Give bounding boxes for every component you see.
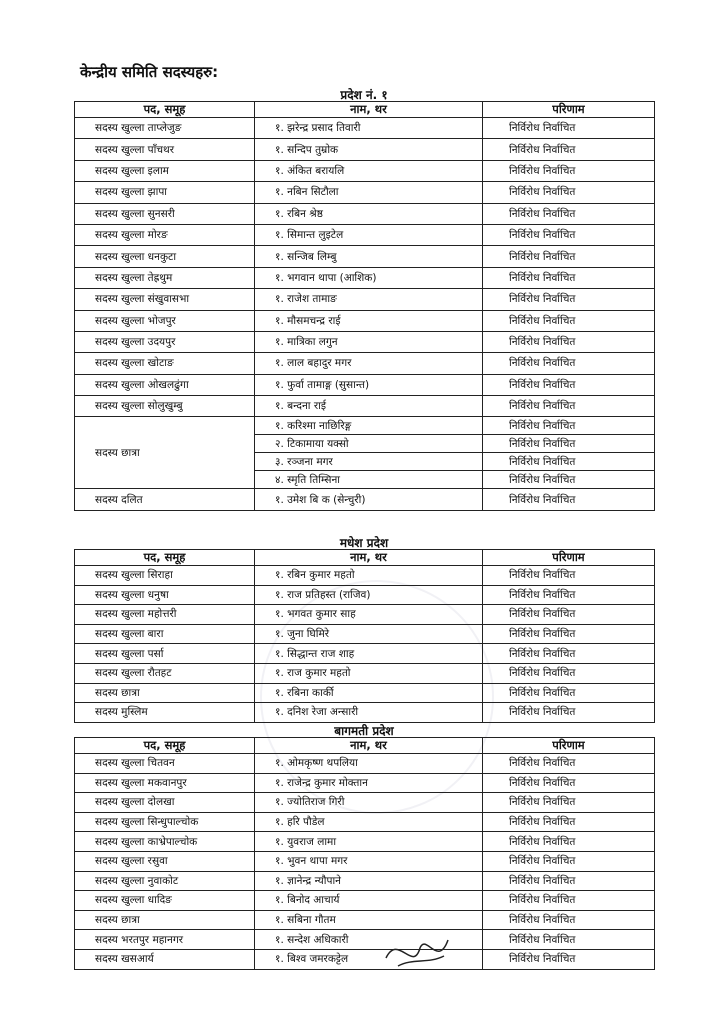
result-cell: निर्विरोध निर्वाचित xyxy=(483,754,655,774)
result-cell: निर्विरोध निर्वाचित xyxy=(483,139,655,160)
post-cell: सदस्य खुल्ला चितवन xyxy=(75,754,255,774)
name-cell: १. बिश्व जमरकट्टेल xyxy=(255,949,483,969)
table-row xyxy=(75,585,655,605)
table-row xyxy=(75,489,655,510)
name-cell: १. रबिन कुमार महतो xyxy=(255,566,483,586)
result-cell: निर्विरोध निर्वाचित xyxy=(483,891,655,911)
name-cell: १. करिश्मा नाछिरिङ्ग xyxy=(255,417,483,435)
name-cell: १. रबिन श्रेष्ठ xyxy=(255,203,483,224)
table-row xyxy=(75,331,655,352)
table-row xyxy=(75,624,655,644)
post-cell: सदस्य खुल्ला पाँचथर xyxy=(75,139,255,160)
table-row xyxy=(75,683,655,703)
post-cell: सदस्य खसआर्य xyxy=(75,949,255,969)
result-cell: निर्विरोध निर्वाचित xyxy=(483,374,655,395)
name-cell: १. दनिश रेजा अन्सारी xyxy=(255,703,483,723)
table-row xyxy=(75,267,655,288)
table-row xyxy=(75,289,655,310)
header-result: परिणाम xyxy=(483,738,655,754)
post-cell: सदस्य छात्रा xyxy=(75,910,255,930)
post-cell: सदस्य खुल्ला सोलुखुम्बु xyxy=(75,396,255,417)
result-cell: निर्विरोध निर्वाचित xyxy=(483,812,655,832)
post-cell: सदस्य भरतपुर महानगर xyxy=(75,930,255,950)
header-name: नाम, थर xyxy=(255,738,483,754)
name-cell: १. झरेन्द्र प्रसाद तिवारी xyxy=(255,118,483,139)
table-row xyxy=(75,566,655,586)
name-cell: १. राज कुमार महतो xyxy=(255,663,483,683)
name-cell: १. भगवान थापा (आशिक) xyxy=(255,267,483,288)
result-cell: निर्विरोध निर्वाचित xyxy=(483,310,655,331)
post-cell: सदस्य खुल्ला रौतहट xyxy=(75,663,255,683)
post-cell: सदस्य खुल्ला दोलखा xyxy=(75,793,255,813)
province-1-table xyxy=(74,101,655,511)
result-cell: निर्विरोध निर्वाचित xyxy=(483,182,655,203)
post-cell: सदस्य खुल्ला संखुवासभा xyxy=(75,289,255,310)
section-heading-madhesh: मधेश प्रदेश xyxy=(339,536,389,550)
result-cell: निर्विरोध निर्वाचित xyxy=(483,353,655,374)
post-cell: सदस्य छात्रा xyxy=(75,417,255,489)
name-cell: १. सबिना गौतम xyxy=(255,910,483,930)
post-cell: सदस्य खुल्ला सिन्धुपाल्चोक xyxy=(75,812,255,832)
result-cell: निर्विरोध निर्वाचित xyxy=(483,289,655,310)
post-cell: सदस्य खुल्ला मोरङ xyxy=(75,224,255,245)
name-cell: १. अंकित बरायलि xyxy=(255,160,483,181)
table-row xyxy=(75,417,655,435)
table-row xyxy=(75,930,655,950)
table-row xyxy=(75,812,655,832)
result-cell: निर्विरोध निर्वाचित xyxy=(483,851,655,871)
table-row xyxy=(75,310,655,331)
header-name: नाम, थर xyxy=(255,102,483,118)
result-cell: निर्विरोध निर्वाचित xyxy=(483,644,655,664)
name-cell: ४. स्मृति तिम्सिना xyxy=(255,471,483,489)
table-row xyxy=(75,605,655,625)
result-cell: निर्विरोध निर्वाचित xyxy=(483,683,655,703)
post-cell: सदस्य खुल्ला उदयपुर xyxy=(75,331,255,352)
header-post: पद, समूह xyxy=(75,738,255,754)
name-cell: १. सिमान्त लुइटेल xyxy=(255,224,483,245)
document-title: केन्द्रीय समिति सदस्यहरु: xyxy=(80,63,219,81)
result-cell: निर्विरोध निर्वाचित xyxy=(483,949,655,969)
post-cell: सदस्य खुल्ला धनुषा xyxy=(75,585,255,605)
table-row xyxy=(75,396,655,417)
result-cell: निर्विरोध निर्वाचित xyxy=(483,267,655,288)
result-cell: निर्विरोध निर्वाचित xyxy=(483,224,655,245)
post-cell: सदस्य खुल्ला ताप्लेजुङ xyxy=(75,118,255,139)
result-cell: निर्विरोध निर्वाचित xyxy=(483,703,655,723)
result-cell: निर्विरोध निर्वाचित xyxy=(483,624,655,644)
name-cell: १. बिनोद आचार्य xyxy=(255,891,483,911)
name-cell: १. सन्देश अधिकारी xyxy=(255,930,483,950)
post-cell: सदस्य खुल्ला ओखलढुंगा xyxy=(75,374,255,395)
name-cell: १. राजेश तामाङ xyxy=(255,289,483,310)
result-cell: निर्विरोध निर्वाचित xyxy=(483,663,655,683)
post-cell: सदस्य खुल्ला मकवानपुर xyxy=(75,773,255,793)
post-cell: सदस्य खुल्ला तेह्रथुम xyxy=(75,267,255,288)
header-result: परिणाम xyxy=(483,550,655,566)
header-post: पद, समूह xyxy=(75,550,255,566)
name-cell: १. ज्योतिराज गिरी xyxy=(255,793,483,813)
result-cell: निर्विरोध निर्वाचित xyxy=(483,453,655,471)
result-cell: निर्विरोध निर्वाचित xyxy=(483,566,655,586)
result-cell: निर्विरोध निर्वाचित xyxy=(483,489,655,510)
result-cell: निर्विरोध निर्वाचित xyxy=(483,585,655,605)
header-result: परिणाम xyxy=(483,102,655,118)
post-cell: सदस्य दलित xyxy=(75,489,255,510)
name-cell: १. राजेन्द्र कुमार मोक्तान xyxy=(255,773,483,793)
table-row xyxy=(75,871,655,891)
table-row xyxy=(75,703,655,723)
result-cell: निर्विरोध निर्वाचित xyxy=(483,793,655,813)
result-cell: निर्विरोध निर्वाचित xyxy=(483,160,655,181)
bagmati-table xyxy=(74,737,655,970)
name-cell: १. ज्ञानेन्द्र न्यौपाने xyxy=(255,871,483,891)
result-cell: निर्विरोध निर्वाचित xyxy=(483,396,655,417)
post-cell: सदस्य खुल्ला भोजपुर xyxy=(75,310,255,331)
result-cell: निर्विरोध निर्वाचित xyxy=(483,471,655,489)
name-cell: १. हरि पौडेल xyxy=(255,812,483,832)
table-row xyxy=(75,224,655,245)
table-row xyxy=(75,949,655,969)
name-cell: १. ओमकृष्ण थपलिया xyxy=(255,754,483,774)
name-cell: १. बन्दना राई xyxy=(255,396,483,417)
result-cell: निर्विरोध निर्वाचित xyxy=(483,910,655,930)
table-row xyxy=(75,118,655,139)
post-cell: सदस्य खुल्ला पर्सा xyxy=(75,644,255,664)
post-cell: सदस्य खुल्ला इलाम xyxy=(75,160,255,181)
table-row xyxy=(75,353,655,374)
section-heading-bagmati: बागमती प्रदेश xyxy=(334,724,394,738)
table-row xyxy=(75,374,655,395)
result-cell: निर्विरोध निर्वाचित xyxy=(483,930,655,950)
name-cell: १. नबिन सिटौला xyxy=(255,182,483,203)
table-row xyxy=(75,754,655,774)
header-name: नाम, थर xyxy=(255,550,483,566)
name-cell: १. उमेश बि क (सेन्चुरी) xyxy=(255,489,483,510)
name-cell: १. लाल बहादुर मगर xyxy=(255,353,483,374)
header-post: पद, समूह xyxy=(75,102,255,118)
name-cell: १. सन्जिब लिम्बु xyxy=(255,246,483,267)
post-cell: सदस्य खुल्ला नुवाकोट xyxy=(75,871,255,891)
name-cell: १. रबिना कार्की xyxy=(255,683,483,703)
name-cell: १. सिद्धान्त राज शाह xyxy=(255,644,483,664)
result-cell: निर्विरोध निर्वाचित xyxy=(483,203,655,224)
table-row xyxy=(75,832,655,852)
table-row xyxy=(75,182,655,203)
name-cell: १. युवराज लामा xyxy=(255,832,483,852)
post-cell: सदस्य खुल्ला धादिङ xyxy=(75,891,255,911)
post-cell: सदस्य खुल्ला बारा xyxy=(75,624,255,644)
table-row xyxy=(75,891,655,911)
table-row xyxy=(75,203,655,224)
table-row xyxy=(75,246,655,267)
post-cell: सदस्य खुल्ला काभ्रेपाल्चोक xyxy=(75,832,255,852)
result-cell: निर्विरोध निर्वाचित xyxy=(483,331,655,352)
result-cell: निर्विरोध निर्वाचित xyxy=(483,417,655,435)
result-cell: निर्विरोध निर्वाचित xyxy=(483,832,655,852)
result-cell: निर्विरोध निर्वाचित xyxy=(483,871,655,891)
name-cell: २. टिकामाया यक्सो xyxy=(255,435,483,453)
post-cell: सदस्य छात्रा xyxy=(75,683,255,703)
post-cell: सदस्य मुस्लिम xyxy=(75,703,255,723)
post-cell: सदस्य खुल्ला खोटाङ xyxy=(75,353,255,374)
result-cell: निर्विरोध निर्वाचित xyxy=(483,118,655,139)
name-cell: १. राज प्रतिहस्त (राजिव) xyxy=(255,585,483,605)
post-cell: सदस्य खुल्ला धनकुटा xyxy=(75,246,255,267)
name-cell: १. भुवन थापा मगर xyxy=(255,851,483,871)
table-row xyxy=(75,139,655,160)
name-cell: १. फुर्वा तामाङ्ग (सुसान्त) xyxy=(255,374,483,395)
signature-mark xyxy=(378,928,458,978)
post-cell: सदस्य खुल्ला झापा xyxy=(75,182,255,203)
table-row xyxy=(75,644,655,664)
post-cell: सदस्य खुल्ला महोत्तरी xyxy=(75,605,255,625)
post-cell: सदस्य खुल्ला सिराहा xyxy=(75,566,255,586)
table-row xyxy=(75,160,655,181)
post-cell: सदस्य खुल्ला सुनसरी xyxy=(75,203,255,224)
madhesh-table xyxy=(74,549,655,723)
name-cell: १. जुना घिमिरे xyxy=(255,624,483,644)
result-cell: निर्विरोध निर्वाचित xyxy=(483,246,655,267)
post-cell: सदस्य खुल्ला रसुवा xyxy=(75,851,255,871)
result-cell: निर्विरोध निर्वाचित xyxy=(483,605,655,625)
name-cell: १. मात्रिका लगुन xyxy=(255,331,483,352)
name-cell: ३. रञ्जना मगर xyxy=(255,453,483,471)
table-row xyxy=(75,910,655,930)
table-row xyxy=(75,793,655,813)
name-cell: १. मौसमचन्द्र राई xyxy=(255,310,483,331)
result-cell: निर्विरोध निर्वाचित xyxy=(483,435,655,453)
table-row xyxy=(75,851,655,871)
name-cell: १. सन्दिप तुम्रोक xyxy=(255,139,483,160)
result-cell: निर्विरोध निर्वाचित xyxy=(483,773,655,793)
table-row xyxy=(75,773,655,793)
name-cell: १. भगवत कुमार साह xyxy=(255,605,483,625)
section-heading-province-1: प्रदेश नं. १ xyxy=(340,88,388,102)
table-row xyxy=(75,663,655,683)
